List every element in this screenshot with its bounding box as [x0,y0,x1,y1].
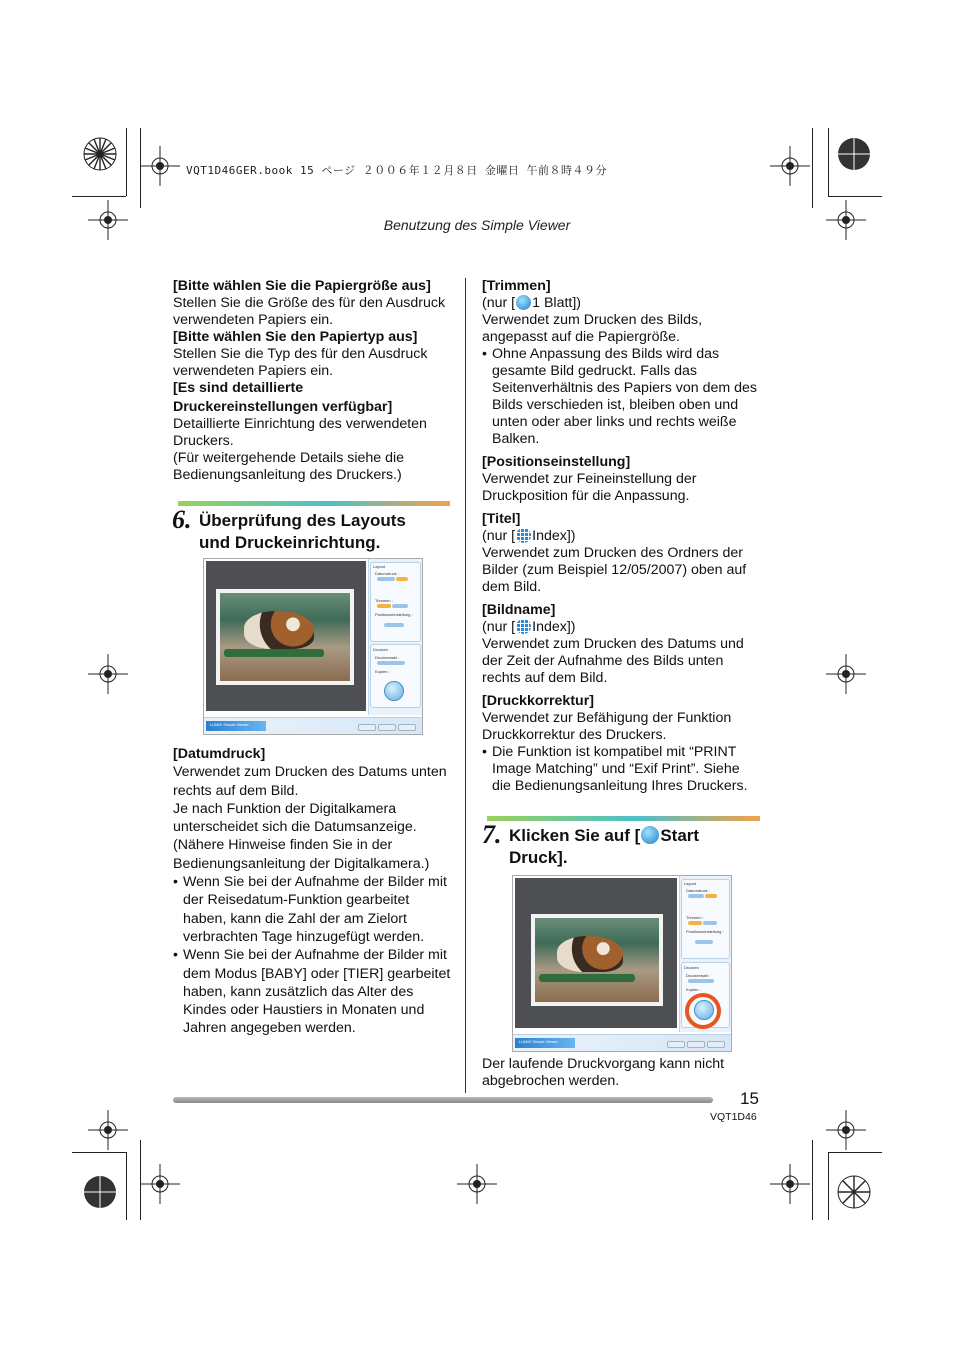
datum-text: Verwendet zum Drucken des Datums unten rechts auf dem Bild. [173,764,447,799]
brand-label: LUMIX Simple Viewer [519,1039,558,1044]
help-button[interactable] [707,1041,725,1048]
step-7-number: 7. [482,820,502,849]
trim-only-a: (nur [ [482,295,516,311]
back-button[interactable] [667,1041,685,1048]
printer-settings-note: (Für weitergehende Details siehe die Bedienungsanleitung des Druckers.) [173,450,405,483]
step-7-title [509,825,699,869]
help-button[interactable] [398,724,416,731]
paper-size-title: [Bitte wählen Sie die Papiergröße aus] [173,278,431,294]
datum-note: (Nähere Hinweise finden Sie in der Bedienungsanleitung der Digitalkamera.) [173,837,430,872]
titel-text: Verwendet zum Drucken des Ordners der Bilder (zum Beispiel 12/05/2007) oben auf dem Bild. [482,545,747,595]
paper-type-title: [Bitte wählen Sie den Papiertyp aus] [173,329,418,345]
print-window-screenshot [203,558,423,735]
paper-type-text: Stellen Sie die Typ des für den Ausdruck verwendeten Papiers ein. [173,346,428,379]
layout-label: Layout [684,881,697,886]
file-info-line: VQT1D46GER.book 15 ページ ２００６年１２月８日 金曜日 午前８時４９分 [186,164,607,177]
back-button[interactable] [358,724,376,731]
crosshair-icon [770,146,810,186]
korrektur-bullet: • Die Funktion ist kompatibel mit “PRINT Image Matching” und “Exif Print”. Siehe die Bedienungsanleitung Ihres Druckers. [482,744,762,795]
titel-only-a: (nur [ [482,528,516,544]
start-print-button[interactable] [694,1000,714,1020]
drucken-label: Drucken [373,647,388,652]
brand-label: LUMIX Simple Viewer [210,722,249,727]
step-7-title-line1 [509,825,699,847]
crosshair-icon [826,654,866,694]
step-7-bar [487,816,760,821]
bildname-text: Verwendet zum Drucken des Datums und der Zeit der Aufnahme des Bilds unten rechts auf dem Bild. [482,636,744,686]
step-6-title [199,510,406,554]
step-6-title-line2: und Druckeinrichtung. [199,533,381,552]
korrektur-bullets [482,744,762,795]
single-sheet-icon [516,295,531,310]
position-title: [Positionseinstellung] [482,454,631,470]
step-6-title-line1: Überprüfung des Layouts [199,511,406,530]
bildname-only-index: Index]) [532,619,576,635]
crop-mark [828,1152,882,1153]
registration-mark-icon [834,1172,874,1212]
paper-size-text: Stellen Sie die Größe des für den Ausdruck verwendeten Papiers ein. [173,295,446,328]
document-code: VQT1D46 [710,1111,757,1123]
datum-bullets [173,873,453,1038]
position-label: Positionseinstellung : [375,612,413,617]
option-pill[interactable] [377,577,395,581]
page-number: 15 [740,1089,759,1108]
dog [557,936,623,972]
step-7-title-b: Start [660,826,700,845]
printer-select[interactable] [688,979,714,983]
layout-label: Layout [373,564,386,569]
bildname-only-a: (nur [ [482,619,516,635]
registration-mark-icon [834,134,874,174]
position-control[interactable] [695,940,713,944]
printer-settings-title-b: Druckereinstellungen verfügbar] [173,399,393,415]
crop-mark [72,1152,126,1153]
footer-bar [173,1097,713,1103]
position-text: Verwendet zur Feineinstellung der Druckposition für die Anpassung. [482,471,697,504]
crosshair-icon [826,1110,866,1150]
left-column [173,278,453,484]
trim-bullet: • Ohne Anpassung des Bilds wird das gesamte Bild gedruckt. Falls das Seitenverhältnis des Papiers von dem des Bilds verschieden ist, bleiben oben und unten oder aber links und rechts weiße Balken. [482,346,762,448]
titel-title: [Titel] [482,511,521,527]
printer-settings-text: Detaillierte Einrichtung des verwendeten Druckers. [173,416,427,449]
step-7-title-line2: Druck]. [509,848,568,867]
position-control[interactable] [384,623,404,627]
druckerwahl-label: Druckerwahl : [375,655,400,660]
right-column [482,278,762,795]
datumdruck-label: Datumdruck : [375,571,399,576]
bildname-only [482,619,762,636]
step-6-bar [178,501,450,506]
option-pill[interactable] [392,604,408,608]
bildname-title: [Bildname] [482,602,556,618]
crop-mark [72,196,126,197]
trim-bullets [482,346,762,448]
printer-settings-title-a: [Es sind detaillierte [173,380,304,396]
crosshair-icon [88,654,128,694]
kopien-label: Kopien : [375,669,390,674]
step-6-number: 6. [172,505,192,534]
crosshair-icon [457,1164,497,1204]
datum-title: [Datumdruck] [173,746,266,762]
crosshair-icon [140,1164,180,1204]
option-pill[interactable] [703,921,717,925]
index-icon [516,619,531,634]
crosshair-icon [770,1164,810,1204]
korrektur-title: [Druckkorrektur] [482,693,594,709]
option-pill[interactable] [377,604,391,608]
dog [244,611,314,649]
datum-section [173,745,453,1038]
print-window-screenshot-start [512,875,732,1052]
crop-mark [126,1152,127,1220]
printer-select[interactable] [377,661,405,665]
registration-mark-icon [80,1172,120,1212]
titel-only-index: Index]) [532,528,576,544]
crop-mark [126,128,127,196]
cancel-button[interactable] [378,724,396,731]
titel-only [482,528,762,545]
crosshair-icon [140,146,180,186]
registration-mark-icon [80,134,120,174]
start-print-button[interactable] [384,681,404,701]
crop-mark [828,128,829,196]
trim-only-b: 1 Blatt]) [532,295,582,311]
option-pill[interactable] [705,894,717,898]
datum-bullet-2: • Wenn Sie bei der Aufnahme der Bilder mit dem Modus [BABY] oder [TIER] gearbeitet haben, kann zusätzlich das Alter des Kindes oder Haustiers in Monaten und Jahren angegeben werden. [173,946,453,1037]
drucken-label: Drucken [684,965,699,970]
bench [224,649,324,657]
start-print-icon [641,826,659,844]
option-pill[interactable] [688,921,702,925]
trimmen-label: Trimmen : [686,915,704,920]
datum-text-2: Je nach Funktion der Digitalkamera unterscheidet sich die Datumsanzeige. [173,800,417,836]
option-pill[interactable] [396,577,408,581]
final-note: Der laufende Druckvorgang kann nicht abgebrochen werden. [482,1056,725,1089]
trim-title: [Trimmen] [482,278,551,294]
korrektur-text: Verwendet zur Befähigung der Funktion Druckkorrektur des Druckers. [482,710,732,743]
bench [539,974,635,982]
crop-mark [828,196,882,197]
crop-mark [812,1140,813,1220]
trim-text: Verwendet zum Drucken des Bilds, angepasst auf die Papiergröße. [482,312,703,345]
step-7-title-a: Klicken Sie auf [ [509,826,641,845]
crop-mark [812,128,813,208]
kopien-label: Kopien : [686,987,701,992]
index-icon [516,528,531,543]
running-head: Benutzung des Simple Viewer [383,217,571,233]
trimmen-label: Trimmen : [375,598,393,603]
cancel-button[interactable] [687,1041,705,1048]
datumdruck-label: Datumdruck : [686,888,710,893]
position-label: Positionseinstellung : [686,929,724,934]
datum-bullet-1: • Wenn Sie bei der Aufnahme der Bilder mit der Reisedatum-Funktion gearbeitet haben, kann die Zahl der am Zielort verbrachten Tage hinzugefügt werden. [173,873,453,946]
crop-mark [828,1152,829,1220]
column-divider [465,278,466,1093]
druckerwahl-label: Druckerwahl : [686,973,711,978]
crosshair-icon [88,1110,128,1150]
trim-only [482,295,762,312]
option-pill[interactable] [688,894,704,898]
